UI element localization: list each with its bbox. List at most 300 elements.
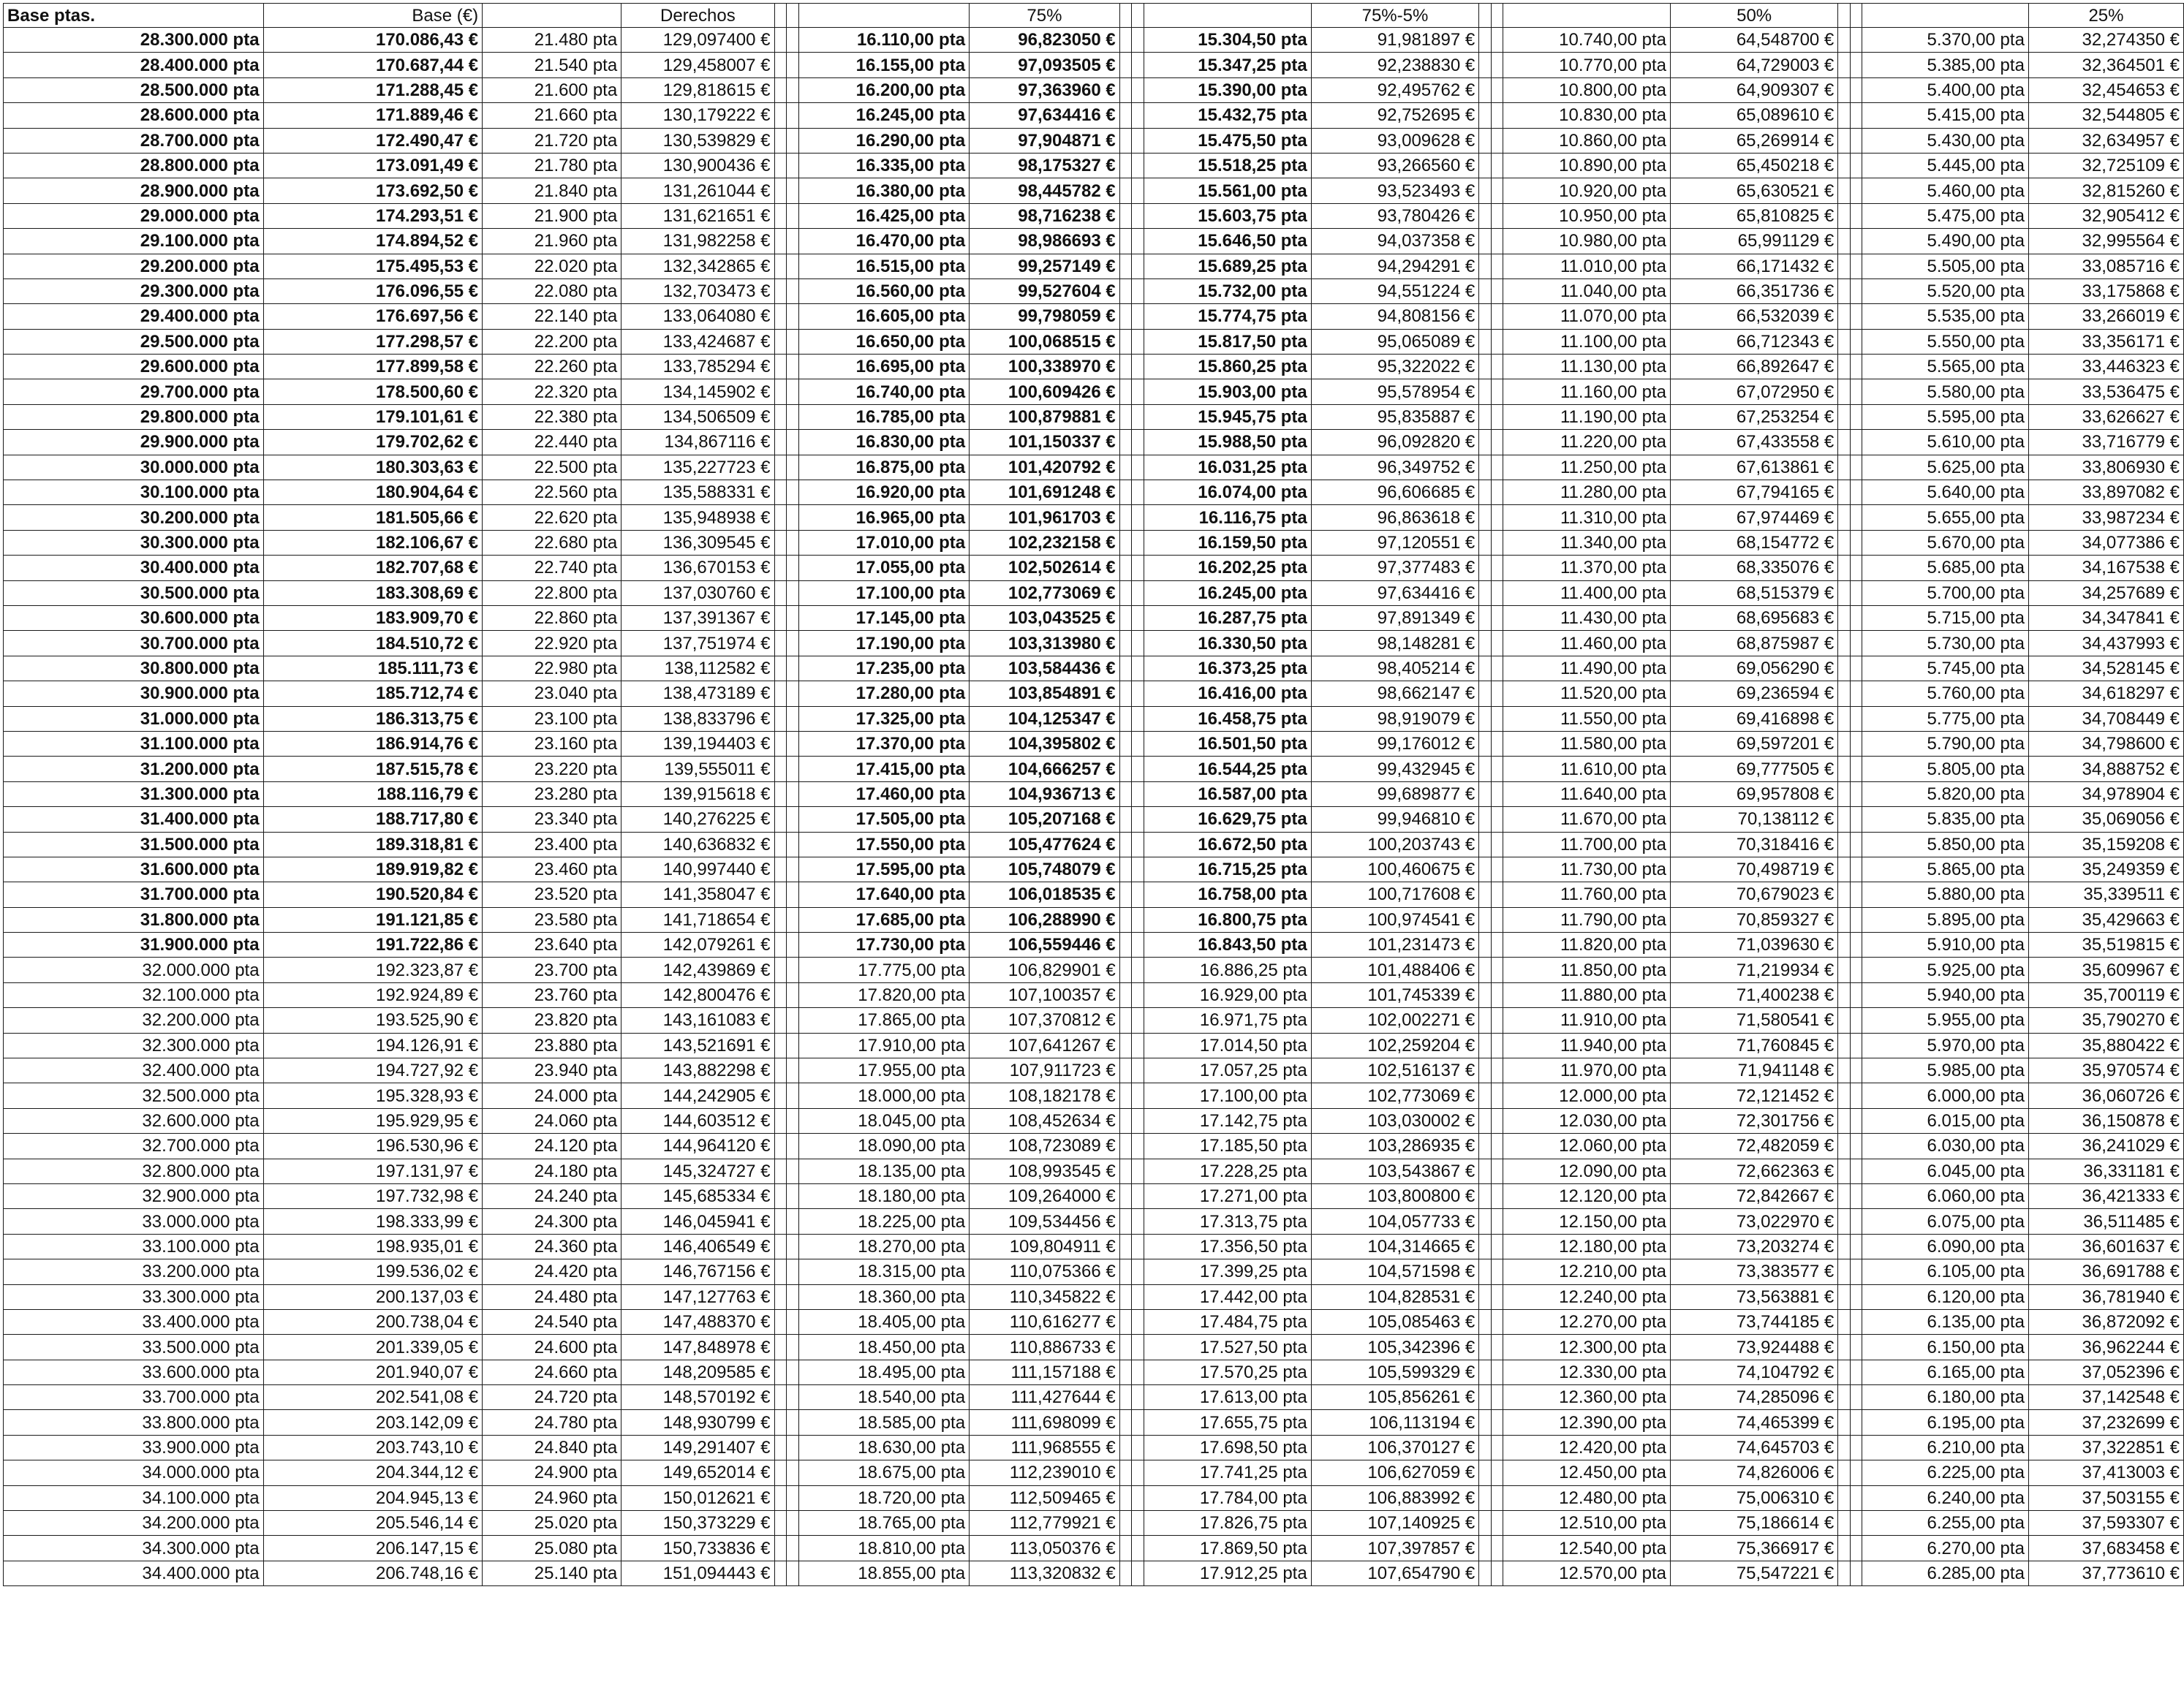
table-cell: 108,723089 € (970, 1134, 1120, 1159)
table-cell: 176.096,55 € (263, 278, 483, 303)
spacer-cell (774, 379, 787, 404)
table-cell: 16.587,00 pta (1144, 781, 1311, 806)
table-row (4, 1335, 2184, 1360)
table-cell: 102,516137 € (1311, 1058, 1479, 1083)
table-cell: 11.130,00 pta (1503, 355, 1671, 379)
table-cell: 201.940,07 € (263, 1360, 483, 1384)
spacer-cell (1838, 1435, 1851, 1460)
table-cell: 5.760,00 pta (1862, 681, 2028, 706)
spacer-cell (787, 1511, 799, 1536)
column-header: Derechos (621, 4, 774, 28)
table-cell: 16.515,00 pta (798, 254, 969, 278)
spacer-cell (1491, 1209, 1503, 1234)
table-cell: 10.800,00 pta (1503, 77, 1671, 102)
spacer-cell (1479, 631, 1492, 656)
spacer-cell (1119, 933, 1132, 958)
table-cell: 16.380,00 pta (798, 178, 969, 203)
spacer-cell (1132, 1108, 1144, 1133)
table-cell: 102,502614 € (970, 556, 1120, 580)
spacer-cell (1132, 1561, 1144, 1585)
table-cell: 101,231473 € (1311, 933, 1479, 958)
table-cell: 203.142,09 € (263, 1410, 483, 1435)
table-cell: 104,828531 € (1311, 1284, 1479, 1309)
table-cell: 21.480 pta (483, 28, 621, 53)
table-cell: 130,900436 € (621, 153, 774, 178)
spacer-cell (787, 1209, 799, 1234)
spacer-cell (1119, 781, 1132, 806)
table-cell: 67,433558 € (1670, 430, 1837, 455)
spacer-cell (774, 807, 787, 832)
table-cell: 130,539829 € (621, 128, 774, 153)
spacer-cell (1850, 28, 1862, 53)
table-cell: 75,006310 € (1670, 1485, 1837, 1510)
table-cell: 69,236594 € (1670, 681, 1837, 706)
spacer-cell (1838, 681, 1851, 706)
table-row (4, 430, 2184, 455)
table-cell: 32,364501 € (2028, 53, 2183, 77)
table-cell: 12.360,00 pta (1503, 1385, 1671, 1410)
table-cell: 16.971,75 pta (1144, 1008, 1311, 1033)
table-row (4, 1360, 2184, 1384)
spacer-cell (1491, 404, 1503, 429)
table-cell: 24.660 pta (483, 1360, 621, 1384)
table-cell: 35,069056 € (2028, 807, 2183, 832)
spacer-cell (1479, 832, 1492, 857)
spacer-cell (787, 1435, 799, 1460)
table-cell: 16.031,25 pta (1144, 455, 1311, 480)
table-cell: 33,356171 € (2028, 329, 2183, 354)
table-cell: 178.500,60 € (263, 379, 483, 404)
table-cell: 11.880,00 pta (1503, 982, 1671, 1007)
table-cell: 16.416,00 pta (1144, 681, 1311, 706)
table-cell: 33.300.000 pta (4, 1284, 264, 1309)
spacer-cell (1479, 53, 1492, 77)
table-row (4, 1134, 2184, 1159)
spacer-cell (1491, 455, 1503, 480)
spacer-cell (1491, 631, 1503, 656)
table-cell: 11.310,00 pta (1503, 505, 1671, 530)
table-cell: 5.625,00 pta (1862, 455, 2028, 480)
table-cell: 16.920,00 pta (798, 480, 969, 505)
table-cell: 22.740 pta (483, 556, 621, 580)
table-cell: 71,039630 € (1670, 933, 1837, 958)
spacer-cell (1838, 4, 1851, 28)
spacer-cell (1850, 1033, 1862, 1058)
table-cell: 11.550,00 pta (1503, 706, 1671, 731)
table-row (4, 254, 2184, 278)
table-cell: 104,057733 € (1311, 1209, 1479, 1234)
table-cell: 32.500.000 pta (4, 1083, 264, 1108)
table-cell: 22.860 pta (483, 605, 621, 630)
spacer-cell (1479, 254, 1492, 278)
table-cell: 18.450,00 pta (798, 1335, 969, 1360)
table-cell: 35,519815 € (2028, 933, 2183, 958)
spacer-cell (1132, 907, 1144, 932)
spacer-cell (1838, 53, 1851, 77)
table-row (4, 153, 2184, 178)
table-cell: 29.800.000 pta (4, 404, 264, 429)
spacer-cell (1491, 1058, 1503, 1083)
spacer-cell (1838, 1485, 1851, 1510)
spacer-cell (774, 1335, 787, 1360)
table-cell: 103,543867 € (1311, 1159, 1479, 1183)
table-cell: 102,773069 € (1311, 1083, 1479, 1108)
spacer-cell (787, 757, 799, 781)
table-cell: 5.685,00 pta (1862, 556, 2028, 580)
table-cell: 98,716238 € (970, 203, 1120, 228)
table-row (4, 1410, 2184, 1435)
table-cell: 15.518,25 pta (1144, 153, 1311, 178)
spacer-cell (1850, 857, 1862, 882)
table-cell: 24.900 pta (483, 1460, 621, 1485)
table-cell: 138,833796 € (621, 706, 774, 731)
spacer-cell (1838, 958, 1851, 982)
spacer-cell (1119, 153, 1132, 178)
table-cell: 143,521691 € (621, 1033, 774, 1058)
spacer-cell (1838, 1159, 1851, 1183)
spacer-cell (787, 530, 799, 555)
table-cell: 10.830,00 pta (1503, 103, 1671, 128)
spacer-cell (1838, 580, 1851, 605)
table-cell: 16.672,50 pta (1144, 832, 1311, 857)
spacer-cell (1132, 1485, 1144, 1510)
table-cell: 30.800.000 pta (4, 656, 264, 681)
spacer-cell (1132, 1183, 1144, 1208)
spacer-cell (1119, 77, 1132, 102)
table-cell: 17.613,00 pta (1144, 1385, 1311, 1410)
table-cell: 148,209585 € (621, 1360, 774, 1384)
spacer-cell (1479, 1083, 1492, 1108)
table-cell: 11.160,00 pta (1503, 379, 1671, 404)
table-cell: 24.060 pta (483, 1108, 621, 1133)
spacer-cell (774, 1435, 787, 1460)
table-row (4, 1209, 2184, 1234)
table-row (4, 556, 2184, 580)
table-cell: 17.185,50 pta (1144, 1134, 1311, 1159)
table-cell: 174.293,51 € (263, 203, 483, 228)
table-cell: 12.000,00 pta (1503, 1083, 1671, 1108)
table-cell: 34.300.000 pta (4, 1536, 264, 1561)
table-cell: 96,092820 € (1311, 430, 1479, 455)
spacer-cell (1119, 1134, 1132, 1159)
table-cell: 12.510,00 pta (1503, 1511, 1671, 1536)
spacer-cell (774, 203, 787, 228)
spacer-cell (1850, 1460, 1862, 1485)
table-cell: 98,445782 € (970, 178, 1120, 203)
table-cell: 67,974469 € (1670, 505, 1837, 530)
table-cell: 29.100.000 pta (4, 229, 264, 254)
table-cell: 105,085463 € (1311, 1309, 1479, 1334)
table-cell: 6.225,00 pta (1862, 1460, 2028, 1485)
spacer-cell (1132, 807, 1144, 832)
spacer-cell (1479, 1360, 1492, 1384)
spacer-cell (1850, 1058, 1862, 1083)
table-cell: 23.640 pta (483, 933, 621, 958)
table-cell: 31.700.000 pta (4, 882, 264, 907)
spacer-cell (1119, 178, 1132, 203)
table-cell: 70,498719 € (1670, 857, 1837, 882)
table-cell: 99,689877 € (1311, 781, 1479, 806)
table-cell: 103,800800 € (1311, 1183, 1479, 1208)
column-header: 50% (1670, 4, 1837, 28)
table-cell: 150,733836 € (621, 1536, 774, 1561)
spacer-cell (1838, 1385, 1851, 1410)
table-cell: 131,621651 € (621, 203, 774, 228)
table-cell: 23.280 pta (483, 781, 621, 806)
spacer-cell (1479, 329, 1492, 354)
table-row (4, 379, 2184, 404)
spacer-cell (1850, 103, 1862, 128)
table-cell: 30.600.000 pta (4, 605, 264, 630)
spacer-cell (1838, 556, 1851, 580)
table-cell: 65,269914 € (1670, 128, 1837, 153)
spacer-cell (1132, 1259, 1144, 1284)
table-cell: 93,009628 € (1311, 128, 1479, 153)
table-cell: 16.470,00 pta (798, 229, 969, 254)
table-cell: 180.303,63 € (263, 455, 483, 480)
spacer-cell (1119, 1460, 1132, 1485)
spacer-cell (1850, 1561, 1862, 1585)
table-cell: 149,291407 € (621, 1435, 774, 1460)
table-cell: 21.600 pta (483, 77, 621, 102)
table-cell: 31.400.000 pta (4, 807, 264, 832)
table-cell: 5.985,00 pta (1862, 1058, 2028, 1083)
spacer-cell (1850, 1134, 1862, 1159)
spacer-cell (1479, 1008, 1492, 1033)
table-cell: 12.240,00 pta (1503, 1284, 1671, 1309)
table-cell: 6.135,00 pta (1862, 1309, 2028, 1334)
spacer-cell (1491, 480, 1503, 505)
table-cell: 95,578954 € (1311, 379, 1479, 404)
table-cell: 131,261044 € (621, 178, 774, 203)
table-cell: 18.135,00 pta (798, 1159, 969, 1183)
spacer-cell (1119, 958, 1132, 982)
spacer-cell (1479, 781, 1492, 806)
table-cell: 187.515,78 € (263, 757, 483, 781)
spacer-cell (1132, 455, 1144, 480)
table-cell: 204.344,12 € (263, 1460, 483, 1485)
table-cell: 101,961703 € (970, 505, 1120, 530)
spacer-cell (1132, 982, 1144, 1007)
spacer-cell (1850, 505, 1862, 530)
table-cell: 16.695,00 pta (798, 355, 969, 379)
table-cell: 112,509465 € (970, 1485, 1120, 1510)
spacer-cell (1850, 278, 1862, 303)
table-cell: 11.250,00 pta (1503, 455, 1671, 480)
spacer-cell (1479, 304, 1492, 329)
table-cell: 195.328,93 € (263, 1083, 483, 1108)
spacer-cell (1479, 28, 1492, 53)
table-cell: 6.165,00 pta (1862, 1360, 2028, 1384)
table-cell: 33,897082 € (2028, 480, 2183, 505)
spacer-cell (1132, 28, 1144, 53)
table-cell: 17.912,25 pta (1144, 1561, 1311, 1585)
spacer-cell (787, 1410, 799, 1435)
spacer-cell (1132, 153, 1144, 178)
table-row (4, 455, 2184, 480)
table-cell: 18.720,00 pta (798, 1485, 969, 1510)
table-cell: 24.360 pta (483, 1234, 621, 1259)
table-cell: 108,182178 € (970, 1083, 1120, 1108)
table-cell: 103,286935 € (1311, 1134, 1479, 1159)
table-cell: 99,432945 € (1311, 757, 1479, 781)
table-row (4, 77, 2184, 102)
table-cell: 32.700.000 pta (4, 1134, 264, 1159)
table-cell: 36,962244 € (2028, 1335, 2183, 1360)
table-cell: 5.505,00 pta (1862, 254, 2028, 278)
spacer-cell (1850, 757, 1862, 781)
table-cell: 140,276225 € (621, 807, 774, 832)
table-cell: 28.800.000 pta (4, 153, 264, 178)
table-cell: 17.527,50 pta (1144, 1335, 1311, 1360)
table-cell: 35,790270 € (2028, 1008, 2183, 1033)
table-cell: 70,859327 € (1670, 907, 1837, 932)
table-cell: 206.748,16 € (263, 1561, 483, 1585)
table-cell: 129,097400 € (621, 28, 774, 53)
spacer-cell (1850, 1385, 1862, 1410)
table-cell: 101,420792 € (970, 455, 1120, 480)
table-cell: 109,264000 € (970, 1183, 1120, 1208)
table-cell: 71,941148 € (1670, 1058, 1837, 1083)
table-cell: 21.720 pta (483, 128, 621, 153)
table-cell: 5.700,00 pta (1862, 580, 2028, 605)
spacer-cell (1838, 1008, 1851, 1033)
table-cell: 75,186614 € (1670, 1511, 1837, 1536)
table-row (4, 329, 2184, 354)
spacer-cell (1491, 1385, 1503, 1410)
table-cell: 17.271,00 pta (1144, 1183, 1311, 1208)
table-cell: 137,391367 € (621, 605, 774, 630)
table-cell: 186.313,75 € (263, 706, 483, 731)
table-cell: 37,322851 € (2028, 1435, 2183, 1460)
table-cell: 11.430,00 pta (1503, 605, 1671, 630)
table-cell: 23.160 pta (483, 731, 621, 756)
table-cell: 32,725109 € (2028, 153, 2183, 178)
spacer-cell (787, 1083, 799, 1108)
table-cell: 17.442,00 pta (1144, 1284, 1311, 1309)
table-cell: 5.460,00 pta (1862, 178, 2028, 203)
table-cell: 142,800476 € (621, 982, 774, 1007)
spacer-cell (1132, 278, 1144, 303)
table-cell: 16.560,00 pta (798, 278, 969, 303)
spacer-cell (1119, 1511, 1132, 1536)
table-row (4, 203, 2184, 228)
spacer-cell (1132, 404, 1144, 429)
spacer-cell (774, 455, 787, 480)
table-cell: 100,974541 € (1311, 907, 1479, 932)
spacer-cell (1132, 1234, 1144, 1259)
table-cell: 98,919079 € (1311, 706, 1479, 731)
spacer-cell (787, 1460, 799, 1485)
table-cell: 5.820,00 pta (1862, 781, 2028, 806)
table-cell: 95,835887 € (1311, 404, 1479, 429)
table-cell: 142,079261 € (621, 933, 774, 958)
table-cell: 30.500.000 pta (4, 580, 264, 605)
spacer-cell (787, 1159, 799, 1183)
spacer-cell (1838, 857, 1851, 882)
table-cell: 16.458,75 pta (1144, 706, 1311, 731)
table-cell: 5.895,00 pta (1862, 907, 2028, 932)
table-cell: 103,854891 € (970, 681, 1120, 706)
table-cell: 22.920 pta (483, 631, 621, 656)
table-cell: 73,744185 € (1670, 1309, 1837, 1334)
table-cell: 18.000,00 pta (798, 1083, 969, 1108)
table-row (4, 580, 2184, 605)
spacer-cell (1850, 1209, 1862, 1234)
table-row (4, 1485, 2184, 1510)
spacer-cell (774, 656, 787, 681)
spacer-cell (1838, 656, 1851, 681)
table-cell: 134,506509 € (621, 404, 774, 429)
spacer-cell (1838, 731, 1851, 756)
table-cell: 107,140925 € (1311, 1511, 1479, 1536)
table-cell: 111,157188 € (970, 1360, 1120, 1384)
spacer-cell (774, 1209, 787, 1234)
table-cell: 65,089610 € (1670, 103, 1837, 128)
table-cell: 173.692,50 € (263, 178, 483, 203)
table-cell: 16.605,00 pta (798, 304, 969, 329)
spacer-cell (1119, 480, 1132, 505)
spacer-cell (1850, 982, 1862, 1007)
spacer-cell (1850, 556, 1862, 580)
spacer-cell (1850, 1309, 1862, 1334)
spacer-cell (1850, 229, 1862, 254)
table-row (4, 1460, 2184, 1485)
spacer-cell (1479, 203, 1492, 228)
table-cell: 175.495,53 € (263, 254, 483, 278)
table-cell: 23.340 pta (483, 807, 621, 832)
table-cell: 22.380 pta (483, 404, 621, 429)
table-cell: 69,597201 € (1670, 731, 1837, 756)
spacer-cell (1132, 530, 1144, 555)
spacer-cell (1119, 1385, 1132, 1410)
spacer-cell (1479, 404, 1492, 429)
spacer-cell (1838, 1234, 1851, 1259)
table-cell: 34,077386 € (2028, 530, 2183, 555)
table-cell: 103,584436 € (970, 656, 1120, 681)
table-row (4, 530, 2184, 555)
spacer-cell (774, 757, 787, 781)
spacer-cell (1491, 1183, 1503, 1208)
table-cell: 11.610,00 pta (1503, 757, 1671, 781)
table-cell: 146,406549 € (621, 1234, 774, 1259)
spacer-cell (1850, 1536, 1862, 1561)
table-cell: 17.775,00 pta (798, 958, 969, 982)
table-cell: 17.784,00 pta (1144, 1485, 1311, 1510)
spacer-cell (787, 178, 799, 203)
spacer-cell (1850, 77, 1862, 102)
spacer-cell (1838, 781, 1851, 806)
table-cell: 182.106,67 € (263, 530, 483, 555)
table-cell: 193.525,90 € (263, 1008, 483, 1033)
spacer-cell (1132, 480, 1144, 505)
table-cell: 33.900.000 pta (4, 1435, 264, 1460)
spacer-cell (787, 1234, 799, 1259)
spacer-cell (1479, 430, 1492, 455)
spacer-cell (1850, 4, 1862, 28)
spacer-cell (774, 1561, 787, 1585)
spacer-cell (1479, 706, 1492, 731)
table-cell: 182.707,68 € (263, 556, 483, 580)
spacer-cell (1850, 254, 1862, 278)
table-cell: 134,145902 € (621, 379, 774, 404)
table-cell: 28.600.000 pta (4, 103, 264, 128)
spacer-cell (774, 580, 787, 605)
table-cell: 148,570192 € (621, 1385, 774, 1410)
spacer-cell (1850, 153, 1862, 178)
table-cell: 71,760845 € (1670, 1033, 1837, 1058)
table-cell: 198.333,99 € (263, 1209, 483, 1234)
